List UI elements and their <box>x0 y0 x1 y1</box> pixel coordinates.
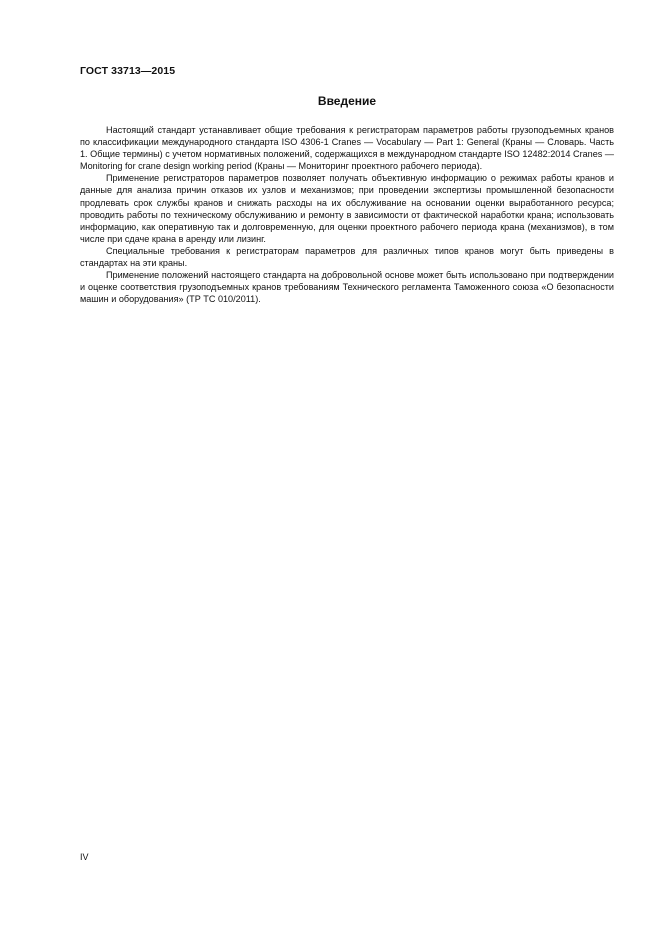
paragraph-3: Специальные требования к регистраторам параметров для различных типов кранов могут быть приведены в стандартах на эти краны. <box>80 245 614 269</box>
introduction-text <box>80 124 614 305</box>
page-number: IV <box>80 852 89 862</box>
document-header: ГОСТ 33713—2015 <box>80 65 176 77</box>
paragraph-2: Применение регистраторов параметров позволяет получать объективную информацию о режимах работы кранов и данные для анализа причин отказов их узлов и механизмов; при проведении экспертизы промышленной безопасности продлевать срок службы кранов и снижать расходы на их обслуживание на основании оценки выработанного ресурса; проводить работы по техническому обслуживанию и ремонту в зависимости от фактической наработки крана; использовать информацию, как оперативную так и долговременную, для оценки проектного рабочего периода крана (механизмов), в том числе при сдаче крана в аренду или лизинг. <box>80 173 614 244</box>
paragraph-4: Применение положений настоящего стандарта на добровольной основе может быть использовано при подтверждении и оценке соответствия грузоподъемных кранов требованиям Технического регламента Таможенного союза «О безопасности машин и оборудования» (ТР ТС 010/2011). <box>80 270 614 305</box>
paragraph-1: Настоящий стандарт устанавливает общие требования к регистраторам параметров работы грузоподъемных кранов по классификации международного стандарта ISO 4306-1 Cranes — Vocabulary — Part 1: General (Краны — Словарь. Часть 1. Общие термины) с учетом нормативных положений, содержащихся в международном стандарте ISO 12482:2014 Cranes — Monitoring for crane design working period (Краны — Мониторинг проектного рабочего периода). <box>80 125 614 172</box>
section-title: Введение <box>317 94 377 108</box>
